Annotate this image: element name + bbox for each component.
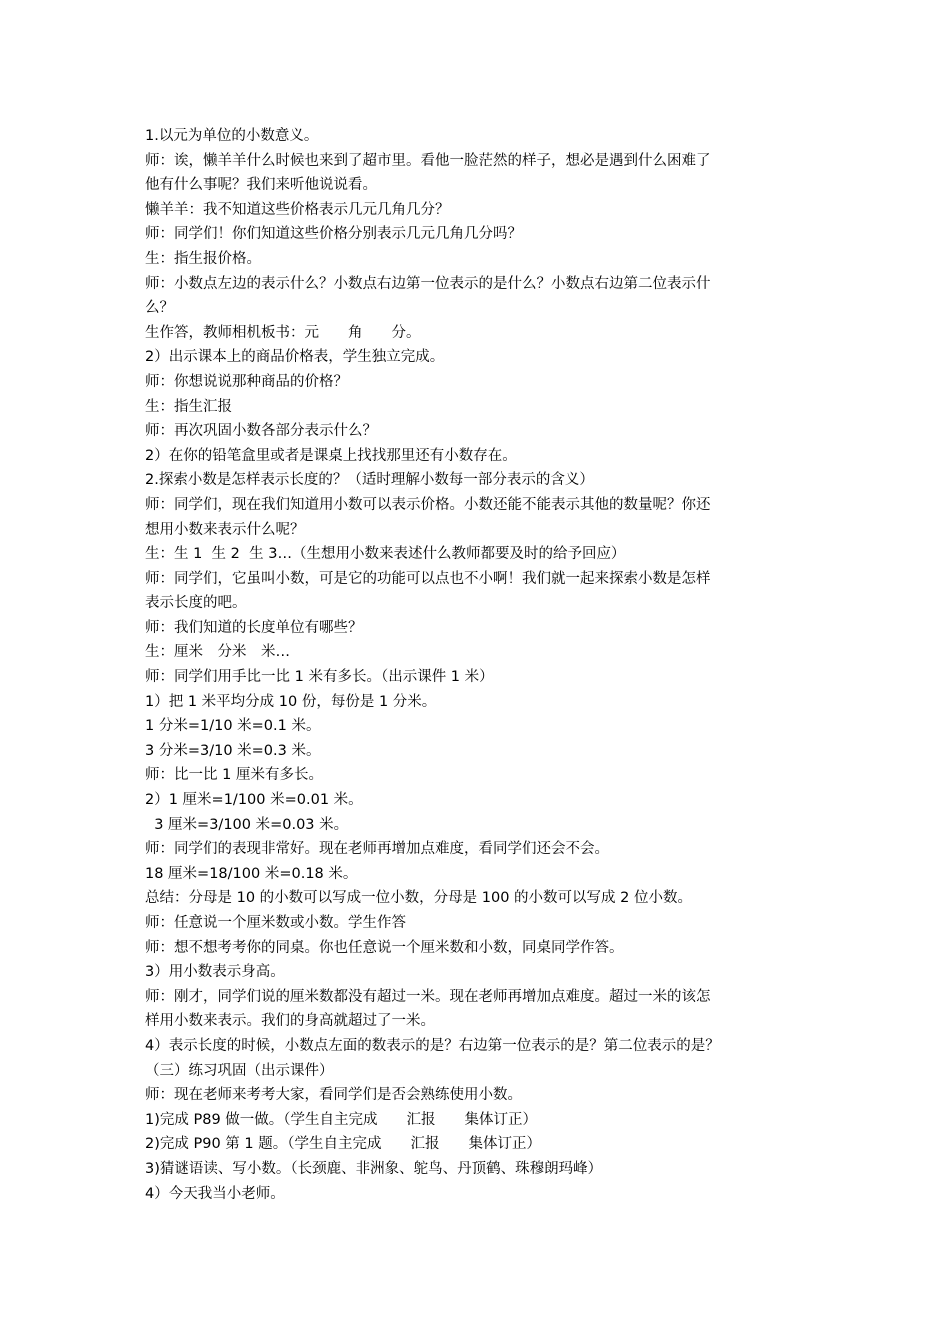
text-line: 4）今天我当小老师。 <box>145 1185 285 1202</box>
text-line: 3 厘米=3/100 米=0.03 米。 <box>145 816 349 833</box>
text-line: 师：刚才，同学们说的厘米数都没有超过一米。现在老师再增加点难度。超过一米的该怎 <box>145 988 711 1005</box>
text-line: 2）1 厘米=1/100 米=0.01 米。 <box>145 792 363 809</box>
text-line: 师：任意说一个厘米数或小数。学生作答 <box>145 915 406 931</box>
text-line: 师：再次巩固小数各部分表示什么？ <box>145 423 377 440</box>
text-line: 师：我们知道的长度单位有哪些？ <box>145 619 363 636</box>
text-line: 3 分米=3/10 米=0.3 米。 <box>145 742 321 759</box>
text-line: 1.以元为单位的小数意义。 <box>145 128 319 144</box>
text-line: 生：生 1 生 2 生 3…（生想用小数来表述什么教师都要及时的给予回应） <box>145 546 626 563</box>
text-line: 师：想不想考考你的同桌。你也任意说一个厘米数和小数，同桌同学作答。 <box>145 939 624 956</box>
text-line: 2)完成 P90 第 1 题。（学生自主完成 汇报 集体订正） <box>145 1136 541 1153</box>
text-line: 3）用小数表示身高。 <box>145 964 285 981</box>
text-line: 师：小数点左边的表示什么？小数点右边第一位表示的是什么？小数点右边第二位表示什 <box>145 275 711 292</box>
text-line: 18 厘米=18/100 米=0.18 米。 <box>145 865 358 882</box>
document-body <box>145 124 810 1206</box>
text-line: 生作答，教师相机板书：元 角 分。 <box>145 324 421 341</box>
text-line: 生：指生报价格。 <box>145 250 261 267</box>
text-line: 表示长度的吧。 <box>145 595 247 612</box>
text-line: 师：同学们，它虽叫小数，可是它的功能可以点也不小啊！我们就一起来探索小数是怎样 <box>145 570 711 587</box>
text-line: 1)完成 P89 做一做。（学生自主完成 汇报 集体订正） <box>145 1111 538 1128</box>
text-line: 2）在你的铅笔盒里或者是课桌上找找那里还有小数存在。 <box>145 447 517 464</box>
text-line: 师：现在老师来考考大家，看同学们是否会熟练使用小数。 <box>145 1087 522 1104</box>
text-line: 2.探索小数是怎样表示长度的？（适时理解小数每一部分表示的含义） <box>145 472 594 489</box>
text-line: 他有什么事呢？我们来听他说说看。 <box>145 177 377 194</box>
text-line: 师：比一比 1 厘米有多长。 <box>145 767 323 784</box>
text-line: 师：同学们，现在我们知道用小数可以表示价格。小数还能不能表示其他的数量呢？你还 <box>145 496 711 513</box>
text-line: 生：指生汇报 <box>145 398 232 415</box>
text-line: 师：诶，懒羊羊什么时候也来到了超市里。看他一脸茫然的样子，想必是遇到什么困难了 <box>145 152 711 169</box>
text-line: （三）练习巩固（出示课件） <box>145 1062 334 1079</box>
text-line: 想用小数来表示什么呢？ <box>145 521 305 538</box>
text-line: 生：厘米 分米 米… <box>145 644 290 661</box>
text-line: 么？ <box>145 300 174 317</box>
text-line: 总结：分母是 10 的小数可以写成一位小数，分母是 100 的小数可以写成 2 位小数。 <box>145 890 693 907</box>
text-line: 师：同学们的表现非常好。现在老师再增加点难度，看同学们还会不会。 <box>145 841 609 858</box>
text-line: 师：同学们！你们知道这些价格分别表示几元几角几分吗？ <box>145 226 522 243</box>
text-line: 懒羊羊：我不知道这些价格表示几元几角几分？ <box>145 201 450 218</box>
text-line: 师：同学们用手比一比 1 米有多长。（出示课件 1 米） <box>145 669 494 686</box>
text-line: 3)猜谜语读、写小数。（长颈鹿、非洲象、鸵鸟、丹顶鹤、珠穆朗玛峰） <box>145 1160 603 1177</box>
text-line: 2）出示课本上的商品价格表，学生独立完成。 <box>145 349 445 366</box>
text-line: 师：你想说说那种商品的价格？ <box>145 373 348 390</box>
text-line: 样用小数来表示。我们的身高就超过了一米。 <box>145 1013 435 1030</box>
text-line: 4）表示长度的时候，小数点左面的数表示的是？右边第一位表示的是？第二位表示的是？ <box>145 1037 720 1054</box>
text-line: 1）把 1 米平均分成 10 份，每份是 1 分米。 <box>145 693 437 710</box>
text-line: 1 分米=1/10 米=0.1 米。 <box>145 718 321 735</box>
